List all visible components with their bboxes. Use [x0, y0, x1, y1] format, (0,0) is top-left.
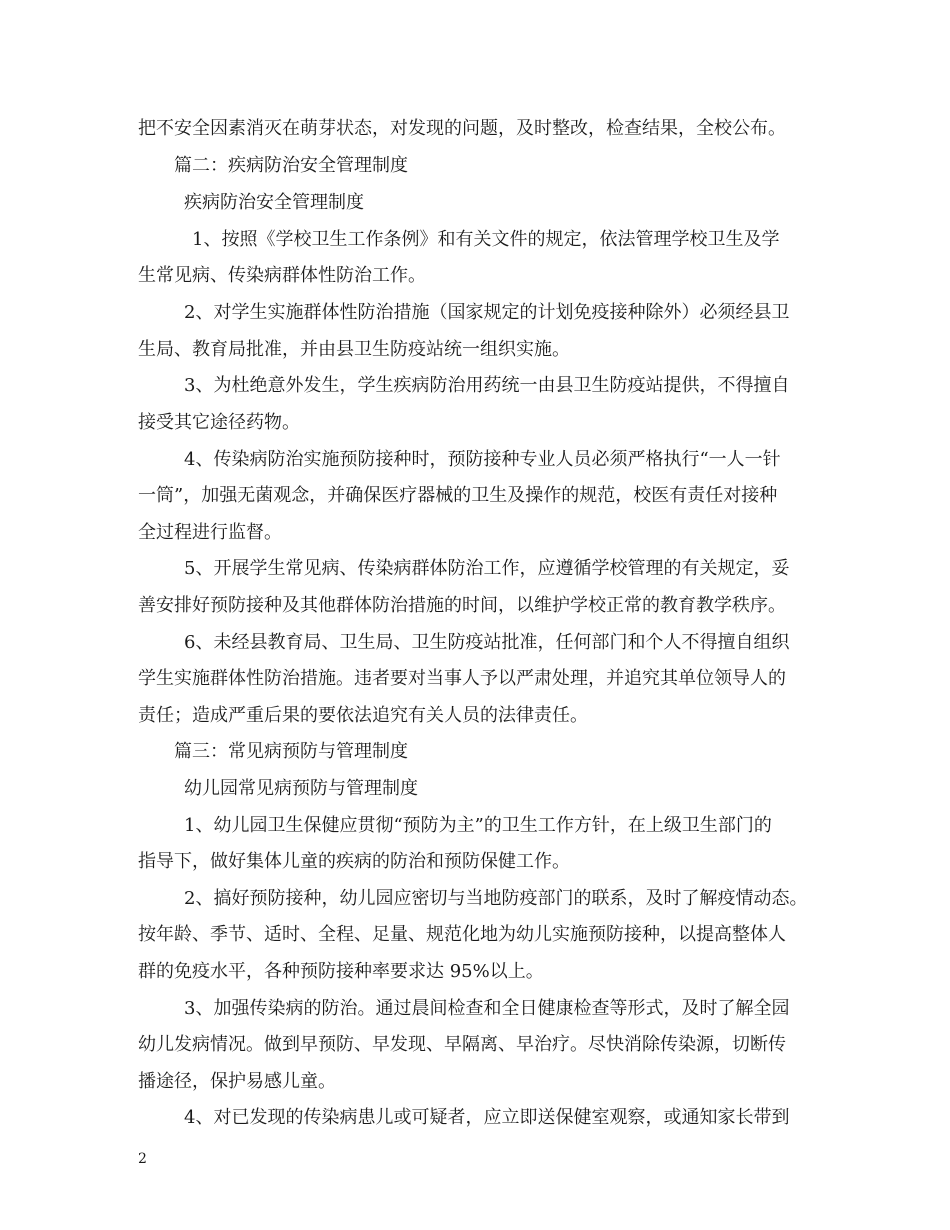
- text-line: 责任；造成严重后果的要依法追究有关人员的法律责任。: [138, 705, 588, 726]
- text-line: 播途径，保护易感儿童。: [138, 1071, 336, 1092]
- text-line: 6、未经县教育局、卫生局、卫生防疫站批准，任何部门和个人不得擅自组织: [184, 632, 790, 653]
- text-line: 3、为杜绝意外发生，学生疾病防治用药统一由县卫生防疫站提供，不得擅自: [184, 375, 790, 396]
- text-line: 3、加强传染病的防治。通过晨间检查和全日健康检查等形式，及时了解全园: [184, 998, 790, 1019]
- text-line: 1、幼儿园卫生保健应贯彻“预防为主”的卫生工作方针，在上级卫生部门的: [184, 815, 772, 836]
- text-line: 生局、教育局批准，并由县卫生防疫站统一组织实施。: [138, 339, 570, 360]
- subsection-title: 疾病防治安全管理制度: [184, 192, 364, 213]
- text-line: 生常见病、传染病群体性防治工作。: [138, 265, 426, 286]
- text-line: 4、传染病防治实施预防接种时，预防接种专业人员必须严格执行“一人一针: [184, 449, 781, 470]
- text-line: 把不安全因素消灭在萌芽状态，对发现的问题，及时整改，检查结果，全校公布。: [138, 118, 786, 139]
- page-number: 2: [138, 1151, 147, 1167]
- text-line: 指导下，做好集体儿童的疾病的防治和预防保健工作。: [138, 851, 570, 872]
- text-line: 善安排好预防接种及其他群体防治措施的时间，以维护学校正常的教育教学秩序。: [138, 595, 786, 616]
- text-line: 学生实施群体性防治措施。违者要对当事人予以严肃处理，并追究其单位领导人的: [138, 668, 786, 689]
- text-line: 按年龄、季节、适时、全程、足量、规范化地为幼儿实施预防接种，以提高整体人: [138, 924, 786, 945]
- text-line: 2、搞好预防接种，幼儿园应密切与当地防疫部门的联系，及时了解疫情动态。: [184, 888, 808, 909]
- section-heading: 篇二：疾病防治安全管理制度: [174, 155, 408, 176]
- text-line: 1、按照《学校卫生工作条例》和有关文件的规定，依法管理学校卫生及学: [192, 229, 780, 250]
- text-line: 幼儿发病情况。做到早预防、早发现、早隔离、早治疗。尽快消除传染源，切断传: [138, 1034, 786, 1055]
- text-line: 2、对学生实施群体性防治措施（国家规定的计划免疫接种除外）必须经县卫: [184, 302, 790, 323]
- subsection-title: 幼儿园常见病预防与管理制度: [184, 778, 418, 799]
- text-line: 4、对已发现的传染病患儿或可疑者，应立即送保健室观察，或通知家长带到: [184, 1107, 790, 1128]
- text-line: 一筒”，加强无菌观念，并确保医疗器械的卫生及操作的规范，校医有责任对接种: [138, 485, 778, 506]
- text-line: 接受其它途径药物。: [138, 412, 300, 433]
- text-line: 群的免疫水平，各种预防接种率要求达 95%以上。: [138, 961, 544, 982]
- text-line: 全过程进行监督。: [138, 522, 282, 543]
- section-heading: 篇三：常见病预防与管理制度: [174, 741, 408, 762]
- text-line: 5、开展学生常见病、传染病群体防治工作，应遵循学校管理的有关规定，妥: [184, 558, 790, 579]
